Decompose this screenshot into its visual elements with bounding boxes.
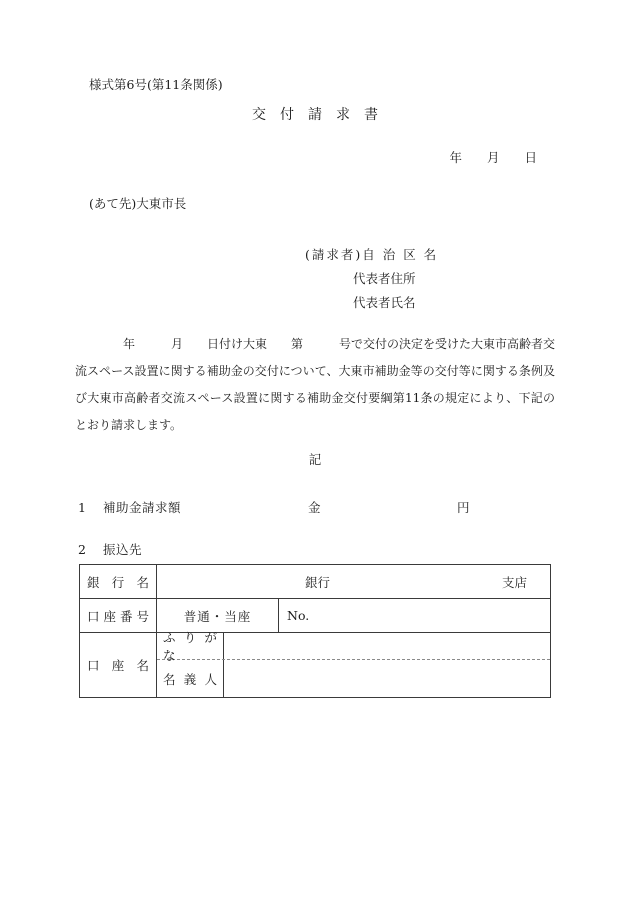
table-row-bank-name: [80, 565, 550, 599]
item-number: 1: [78, 500, 86, 515]
furigana-label-cell: [157, 630, 224, 663]
branch-suffix-label: 支店: [501, 574, 527, 590]
holder-label: 名 義 人: [163, 671, 217, 687]
account-number-header: [80, 599, 157, 632]
body-paragraph: 年 月 日付け大東 第 号で交付の決定を受けた大東市高齢者交流スペース設置に関する補助金の交付について、大東市補助金等の交付等に関する条例及び大東市高齢者交流スペース設置に関する補助金交付要綱第11条の規定により、下記のとおり請求します。: [75, 337, 556, 432]
furigana-blank-cell: [224, 633, 550, 659]
addressee-line: (あて先)大東市長: [89, 196, 187, 211]
account-type-cell: 普通・当座: [157, 599, 279, 632]
bank-suffix-label: 銀行: [305, 574, 331, 590]
account-name-header: [80, 633, 157, 697]
item-number: 2: [78, 542, 86, 557]
form-content: [0, 76, 630, 698]
form-number: 様式第6号(第11条関係): [89, 77, 223, 92]
requester-address-line: 代表者住所: [353, 271, 416, 286]
date-line: 年 月 日: [449, 150, 537, 165]
page-title: 交 付 請 求 書: [252, 107, 378, 123]
table-row-account-number: [80, 599, 550, 633]
item-label: 振込先: [103, 542, 143, 557]
account-name-subgrid: [157, 630, 550, 697]
bank-name-cell: [157, 565, 550, 598]
requester-block: [305, 243, 555, 315]
item-label: 補助金請求額: [103, 500, 182, 515]
furigana-subrow: [157, 630, 550, 663]
table-row-account-name: [80, 630, 550, 697]
amount-suffix-yen: 円: [457, 500, 470, 515]
account-number-cell: No.: [287, 608, 310, 623]
holder-label-cell: [157, 660, 224, 697]
account-name-header-label: 口 座 名: [87, 658, 149, 673]
account-number-header-label: 口 座 番 号: [87, 608, 149, 624]
bank-name-header-label: 銀 行 名: [87, 574, 149, 590]
amount-prefix-yen-kanji: 金: [308, 500, 321, 515]
bank-transfer-table: [79, 564, 551, 698]
record-mark: 記: [308, 452, 322, 467]
holder-blank-cell: [224, 660, 550, 697]
bank-name-header: [80, 565, 157, 598]
holder-subrow: [157, 660, 550, 697]
item-transfer-destination: [75, 541, 555, 559]
requester-district-line: (請求者)自 治 区 名: [305, 247, 439, 262]
requester-name-line: 代表者氏名: [353, 295, 416, 310]
furigana-label: ふ り が な: [163, 630, 217, 663]
item-subsidy-amount: [75, 499, 555, 517]
